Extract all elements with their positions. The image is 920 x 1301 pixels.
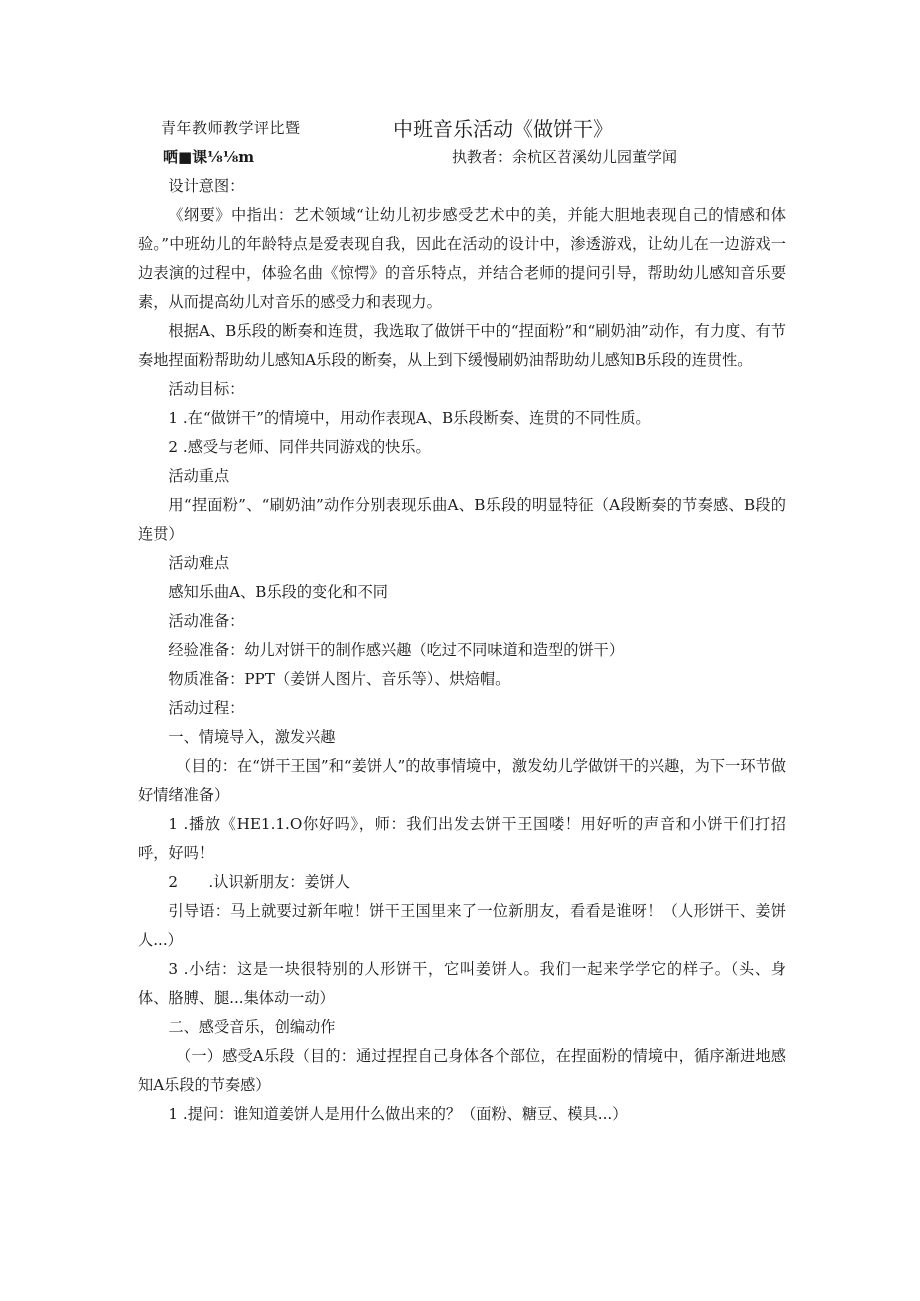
process-step-1-heading: 一、情境导入，激发兴趣	[168, 728, 336, 746]
document-title: 中班音乐活动《做饼干》	[393, 117, 613, 141]
document-body	[138, 172, 786, 1129]
section-heading-objectives: 活动目标：	[168, 380, 245, 398]
process-step-1-guide: 引导语：马上就要过新年啦！饼干王国里来了一位新朋友，看看是谁呀！（人形饼干、姜饼人...）	[138, 902, 786, 949]
paragraph-difficulty: 感知乐曲A、B乐段的变化和不同	[168, 583, 388, 601]
process-step-1-purpose: （目的：在“饼干王国”和“姜饼人”的故事情境中，激发幼儿学做饼干的兴趣，为下一环节做好情绪准备）	[138, 757, 786, 804]
section-heading-key-point: 活动重点	[168, 467, 230, 485]
objective-item-2: 2 .感受与老师、同伴共同游戏的快乐。	[168, 438, 431, 456]
section-heading-preparation: 活动准备：	[168, 612, 245, 630]
process-step-1-item-2: 2 .认识新朋友：姜饼人	[168, 873, 350, 891]
section-heading-difficulty: 活动难点	[168, 554, 230, 572]
process-step-2-sub-a: （一）感受A乐段（目的：通过捏捏自己身体各个部位，在捏面粉的情境中，循序渐进地感知A乐段的节奏感）	[138, 1047, 786, 1094]
preparation-experience: 经验准备：幼儿对饼干的制作感兴趣（吃过不同味道和造型的饼干）	[168, 641, 625, 659]
preparation-materials: 物质准备：PPT（姜饼人图片、音乐等）、烘焙帽。	[168, 670, 511, 688]
paragraph-key-point: 用“捏面粉”、“刷奶油”动作分别表现乐曲A、B乐段的明显特征（A段断奏的节奏感、B段的连贯）	[138, 496, 786, 543]
paragraph-design-rationale: 《纲要》中指出：艺术领域“让幼儿初步感受艺术中的美，并能大胆地表现自己的情感和体验。”中班幼儿的年龄特点是爱表现自我，因此在活动的设计中，渗透游戏，让幼儿在一边游戏一边表演的过程中，体验名曲《惊愕》的音乐特点，并结合老师的提问引导，帮助幼儿感知音乐要素，从而提高幼儿对音乐的感受力和表现力。	[138, 206, 786, 311]
header-event-name: 青年教师教学评比暨	[161, 119, 301, 137]
process-step-1-item-1: 1 .播放《HE1.1.O你好吗》，师：我们出发去饼干王国喽！用好听的声音和小饼干们打招呼，好吗！	[138, 815, 786, 862]
section-heading-process: 活动过程：	[168, 699, 245, 717]
document-author: 执教者：余杭区苕溪幼儿园董学闻	[452, 148, 678, 166]
objective-item-1: 1 .在“做饼干”的情境中，用动作表现A、B乐段断奏、连贯的不同性质。	[168, 409, 651, 427]
process-step-2-item-1: 1 .提问：谁知道姜饼人是用什么做出来的？（面粉、糖豆、模具...）	[168, 1105, 628, 1123]
process-step-2-heading: 二、感受音乐，创编动作	[168, 1018, 336, 1036]
section-heading-design-intent: 设计意图：	[168, 177, 245, 195]
header-event-subtitle: 哂■课⅛⅛m	[163, 148, 255, 166]
paragraph-design-approach: 根据A、B乐段的断奏和连贯，我选取了做饼干中的“捏面粉”和“刷奶油”动作，有力度、有节奏地捏面粉帮助幼儿感知A乐段的断奏，从上到下缓慢刷奶油帮助幼儿感知B乐段的连贯性。	[138, 322, 786, 369]
process-step-1-item-3: 3 .小结：这是一块很特别的人形饼干，它叫姜饼人。我们一起来学学它的样子。（头、身体、胳膊、腿...集体动一动）	[138, 960, 786, 1007]
